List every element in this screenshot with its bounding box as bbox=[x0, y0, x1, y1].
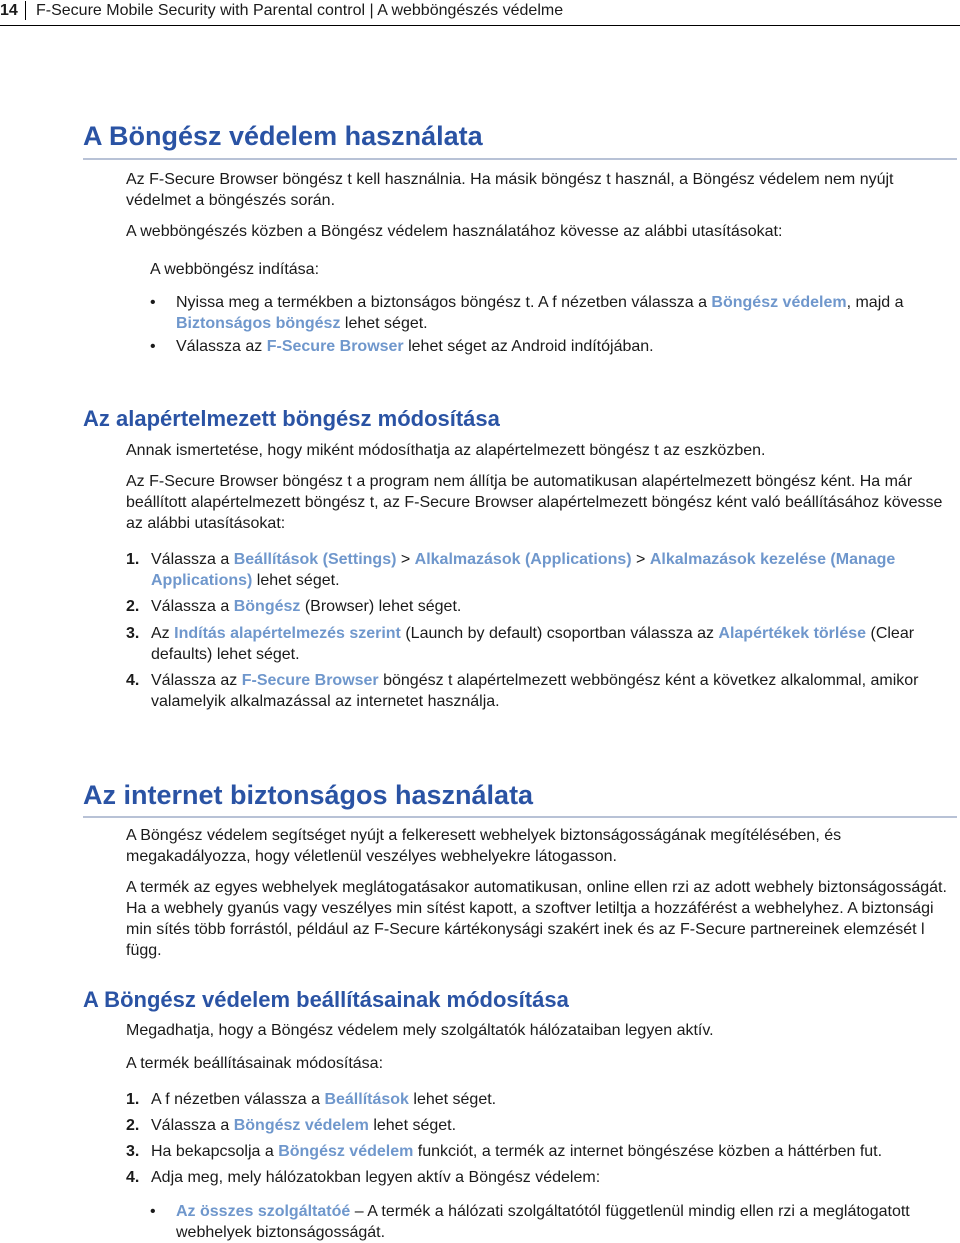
step-number: 4. bbox=[126, 672, 140, 689]
list-item-text: Nyissa meg a termékben a biztonságos böngész t. A f nézetben válassza a Böngész védelem, majd a Biztonságos böngész lehet séget. bbox=[176, 294, 904, 332]
step-number: 3. bbox=[126, 625, 140, 642]
bullet-icon: • bbox=[150, 1203, 156, 1220]
step-text: Adja meg, mely hálózatokban legyen aktív a Böngész védelem: bbox=[151, 1169, 601, 1186]
paragraph: A webböngész indítása: bbox=[150, 261, 320, 278]
step-text: Az Indítás alapértelmezés szerint (Launch by default) csoportban válassza az Alapértékek törlése (Clear defaults) lehet séget. bbox=[151, 625, 915, 663]
ui-term: Böngész bbox=[233, 598, 301, 615]
paragraph: A termék az egyes webhelyek meglátogatásakor automatikusan, online ellen rzi az adott webhely biztonságosságát. Ha a webhely gyanús vagy veszélyes min sítést kapott, a szoftver letiltja a hozzáférést a webhelyhez. A biztonsági min sítés több forrástól, például az F-Secure kártékonysági szakért inek és az F-Secure partnereinek elemzését l függ. bbox=[126, 879, 947, 959]
paragraph: A Böngész védelem segítséget nyújt a felkeresett webhelyek biztonságosságának megítélésében, és megakadályozza, hogy véletlenül veszélyes webhelyekre látogasson. bbox=[126, 827, 842, 865]
ui-term: Az összes szolgáltatóé bbox=[176, 1203, 351, 1220]
running-header bbox=[36, 1, 563, 21]
step-number: 4. bbox=[126, 1169, 140, 1186]
step-text: Válassza a Böngész védelem lehet séget. bbox=[151, 1117, 457, 1134]
paragraph: Az F-Secure Browser böngész t kell használnia. Ha másik böngész t használ, a Böngész védelem nem nyújt védelmet a böngészés során. bbox=[126, 171, 894, 209]
list-item-text: Válassza az F-Secure Browser lehet séget az Android indítójában. bbox=[176, 338, 654, 355]
ui-term: Alapértékek törlése bbox=[718, 625, 867, 642]
header-separator: | bbox=[365, 2, 378, 19]
section-rule bbox=[83, 158, 957, 160]
running-title: F-Secure Mobile Security with Parental control bbox=[36, 2, 366, 19]
paragraph: Annak ismertetése, hogy miként módosíthatja az alapértelmezett böngész t az eszközben. bbox=[126, 442, 766, 459]
step-number: 2. bbox=[126, 1117, 140, 1134]
section-rule bbox=[83, 816, 957, 818]
step-number: 3. bbox=[126, 1143, 140, 1160]
ui-term: F-Secure Browser bbox=[241, 672, 379, 689]
step-number: 2. bbox=[126, 598, 140, 615]
step-text: Válassza a Beállítások (Settings) > Alkalmazások (Applications) > Alkalmazások kezelése (Manage Applications) lehet séget. bbox=[151, 551, 896, 589]
ui-term: Biztonságos böngész bbox=[176, 315, 341, 332]
section-name: A webböngészés védelme bbox=[377, 2, 564, 19]
ui-term: Böngész védelem bbox=[711, 294, 847, 311]
ui-term: Beállítások (Settings) bbox=[233, 551, 397, 568]
ui-term: Alkalmazások kezelése (Manage Applications) bbox=[151, 551, 896, 589]
paragraph: Megadhatja, hogy a Böngész védelem mely szolgáltatók hálózataiban legyen aktív. bbox=[126, 1022, 714, 1039]
step-text: Ha bekapcsolja a Böngész védelem funkciót, a termék az internet böngészése közben a háttérben fut. bbox=[151, 1143, 883, 1160]
paragraph: Az F-Secure Browser böngész t a program nem állítja be automatikusan alapértelmezett böngész ként. Ha már beállított alapértelmezett böngész t, az F-Secure Browser alapértelmezett böngész ként való beállításához kövesse az alábbi utasításokat: bbox=[126, 473, 943, 532]
bullet-icon: • bbox=[150, 294, 156, 311]
section-title-safe-internet: Az internet biztonságos használata bbox=[83, 780, 534, 810]
header-rule bbox=[0, 25, 960, 26]
step-text: Válassza az F-Secure Browser böngész t alapértelmezett webböngész ként a következ alkalommal, amikor valamelyik alkalmazással az internetet használja. bbox=[151, 672, 919, 710]
header-divider bbox=[25, 1, 26, 20]
section-title-settings: A Böngész védelem beállításainak módosítása bbox=[83, 987, 569, 1012]
section-title-browser-protection: A Böngész védelem használata bbox=[83, 121, 483, 151]
bullet-icon: • bbox=[150, 338, 156, 355]
step-text: A f nézetben válassza a Beállítások lehet séget. bbox=[151, 1091, 497, 1108]
paragraph: A webböngészés közben a Böngész védelem használatához kövesse az alábbi utasításokat: bbox=[126, 223, 783, 240]
step-number: 1. bbox=[126, 551, 140, 568]
list-item-text: Az összes szolgáltatóé – A termék a hálózati szolgáltatótól függetlenül mindig ellen rzi a meglátogatott webhelyek biztonságosságát. bbox=[176, 1203, 910, 1241]
paragraph: A termék beállításainak módosítása: bbox=[126, 1055, 384, 1072]
ui-term: Alkalmazások (Applications) bbox=[414, 551, 632, 568]
step-number: 1. bbox=[126, 1091, 140, 1108]
step-text: Válassza a Böngész (Browser) lehet séget. bbox=[151, 598, 462, 615]
ui-term: Böngész védelem bbox=[278, 1143, 414, 1160]
page-number: 14 bbox=[0, 2, 18, 19]
ui-term: Böngész védelem bbox=[233, 1117, 369, 1134]
page-header bbox=[0, 0, 960, 26]
section-title-default-browser: Az alapértelmezett böngész módosítása bbox=[83, 406, 500, 431]
ui-term: Indítás alapértelmezés szerint bbox=[174, 625, 401, 642]
ui-term: F-Secure Browser bbox=[266, 338, 404, 355]
ui-term: Beállítások bbox=[324, 1091, 409, 1108]
